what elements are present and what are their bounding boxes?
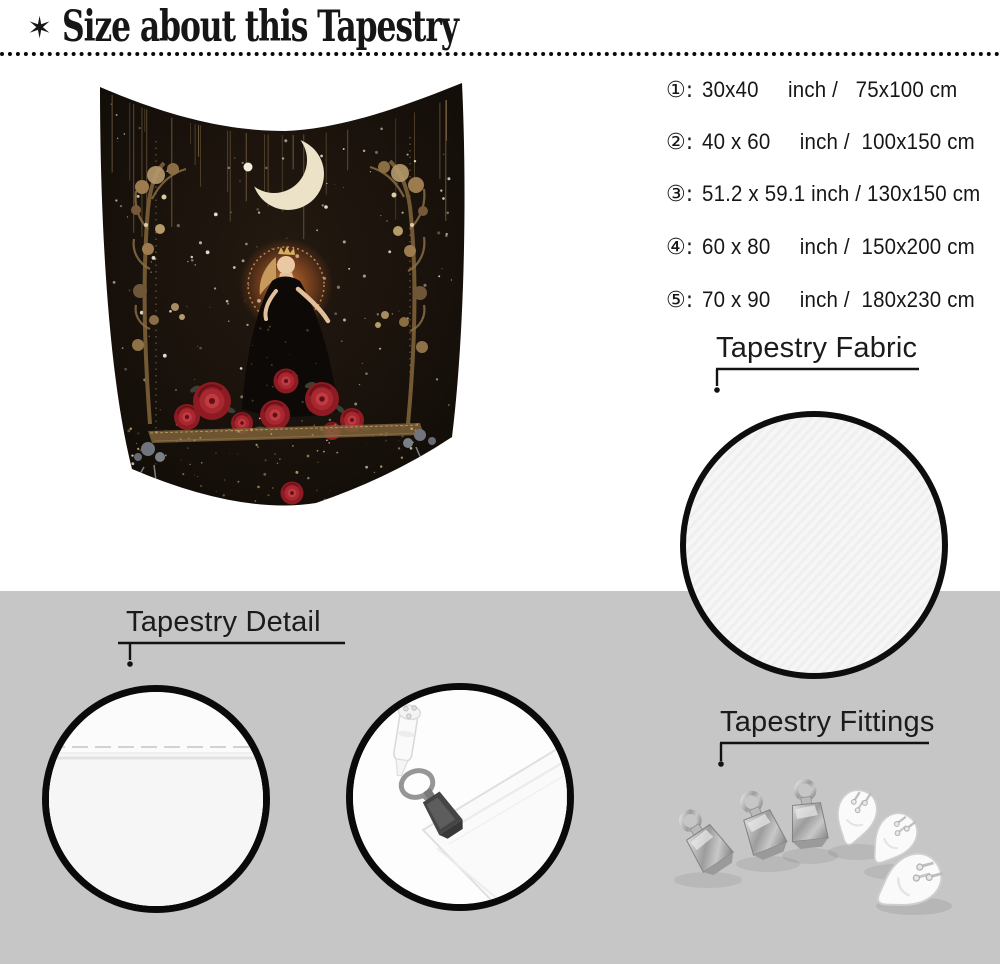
fabric-section-heading: Tapestry Fabric [716, 332, 918, 364]
clip-hook-image [353, 690, 567, 904]
size-row [666, 287, 996, 313]
size-index: ④: [666, 235, 694, 260]
size-value: 40 x 60 inch / 100x150 cm [702, 129, 975, 154]
fabric-swatch-circle [680, 411, 948, 679]
curtain-clip-icon [731, 787, 789, 863]
size-row [666, 181, 1000, 207]
detail-hem-circle [42, 685, 270, 913]
dotted-divider [0, 52, 1000, 56]
star-icon: ✶ [27, 11, 53, 46]
wall-hook-icon [830, 786, 882, 850]
hem-stitch-image [49, 692, 263, 906]
curtain-clip-icon [786, 779, 829, 849]
title-bar [0, 2, 1000, 52]
size-index: ⑤: [666, 288, 694, 313]
fittings-section-heading: Tapestry Fittings [720, 706, 935, 738]
detail-clip-circle [346, 683, 574, 911]
size-row [666, 129, 996, 155]
size-index: ③: [666, 182, 694, 207]
size-value: 30x40 inch / 75x100 cm [702, 77, 958, 102]
detail-section-heading: Tapestry Detail [126, 606, 321, 638]
size-value: 60 x 80 inch / 150x200 cm [702, 234, 975, 259]
size-value: 51.2 x 59.1 inch / 130x150 cm [702, 181, 981, 206]
size-row [666, 234, 996, 260]
page-title: Size about this Tapestry [62, 2, 458, 52]
curtain-clip-icon [670, 803, 737, 879]
fabric-leader-line [712, 366, 922, 396]
detail-leader-line [114, 640, 348, 670]
size-value: 70 x 90 inch / 180x230 cm [702, 287, 975, 312]
tapestry-product-image [90, 79, 470, 517]
size-index: ①: [666, 78, 694, 103]
size-index: ②: [666, 130, 694, 155]
size-row [666, 77, 977, 103]
fittings-photo [658, 760, 970, 922]
